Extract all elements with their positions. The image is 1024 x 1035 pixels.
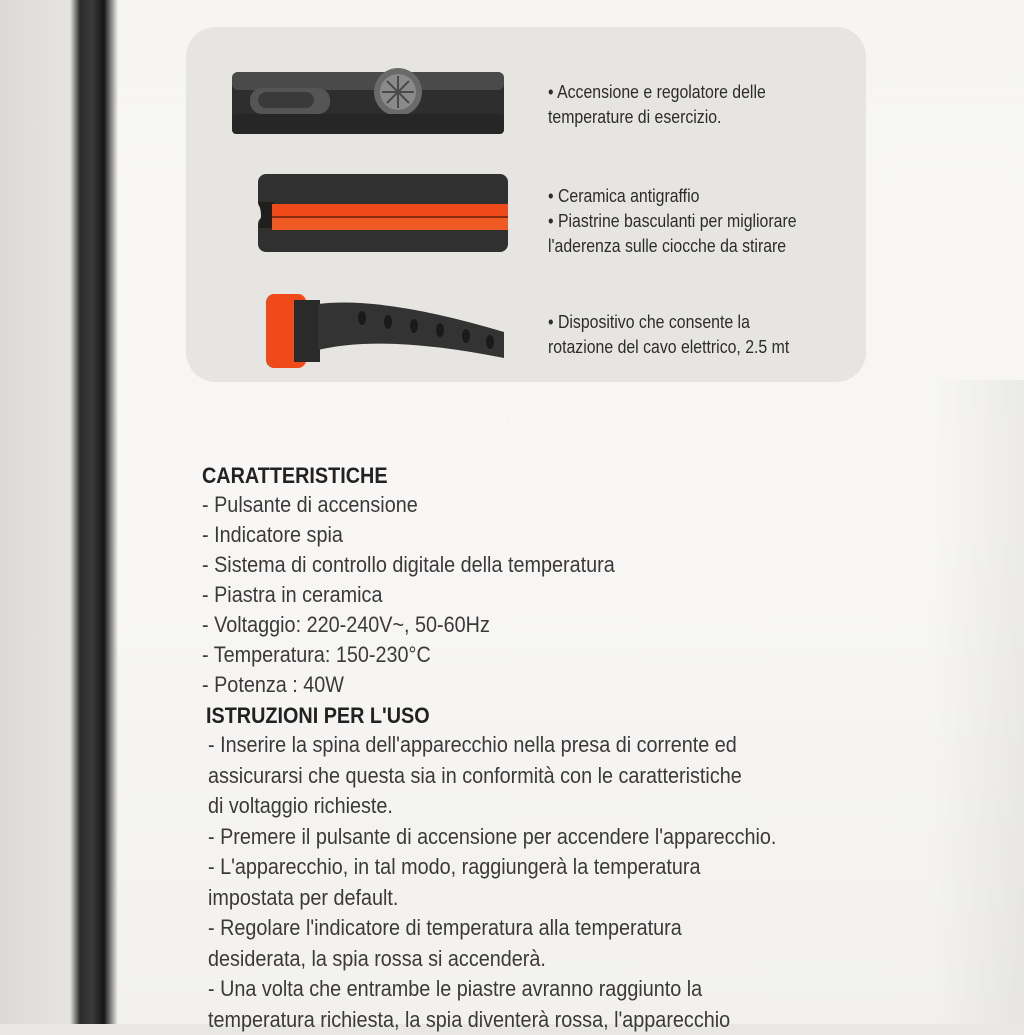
list-item: - Indicatore spia (202, 520, 886, 550)
list-item: - Temperatura: 150-230°C (202, 640, 886, 670)
instruction-line: - Inserire la spina dell'apparecchio nella presa di corrente ed (208, 730, 887, 761)
feature-text-power: • Accensione e regolatore delle temperature di esercizio. (548, 80, 766, 130)
instruction-line: desiderata, la spia rossa si accenderà. (208, 944, 887, 975)
feature-text-cord: • Dispositivo che consente la rotazione del cavo elettrico, 2.5 mt (548, 310, 789, 360)
swivel-cord-icon (264, 288, 510, 372)
list-item: - Piastra in ceramica (202, 580, 886, 610)
caratteristiche-heading: CARATTERISTICHE (202, 462, 886, 490)
caratteristiche-list (202, 490, 962, 700)
product-description (202, 462, 962, 1035)
instruction-line: temperatura richiesta, la spia diventerà rossa, l'apparecchio (208, 1005, 887, 1035)
instruction-line: impostata per default. (208, 883, 887, 914)
instruction-line: - Regolare l'indicatore di temperatura alla temperatura (208, 913, 887, 944)
instruction-line: - Una volta che entrambe le piastre avranno raggiunto la (208, 974, 887, 1005)
instruction-line: di voltaggio richieste. (208, 791, 887, 822)
instruction-line: - Premere il pulsante di accensione per accendere l'apparecchio. (208, 822, 887, 853)
power-dial-icon (230, 66, 506, 138)
list-item: - Potenza : 40W (202, 670, 886, 700)
istruzioni-heading: ISTRUZIONI PER L'USO (206, 702, 886, 730)
list-item: - Sistema di controllo digitale della temperatura (202, 550, 886, 580)
instruction-line: - L'apparecchio, in tal modo, raggiungerà la temperatura (208, 852, 887, 883)
list-item: - Pulsante di accensione (202, 490, 886, 520)
istruzioni-text (208, 730, 962, 1035)
list-item: - Voltaggio: 220-240V~, 50-60Hz (202, 610, 886, 640)
ceramic-plates-icon (254, 172, 510, 256)
instruction-line: assicurarsi che questa sia in conformità con le caratteristiche (208, 761, 887, 792)
feature-text-ceramic: • Ceramica antigraffio • Piastrine basculanti per migliorare l'aderenza sulle ciocche da stirare (548, 184, 797, 259)
